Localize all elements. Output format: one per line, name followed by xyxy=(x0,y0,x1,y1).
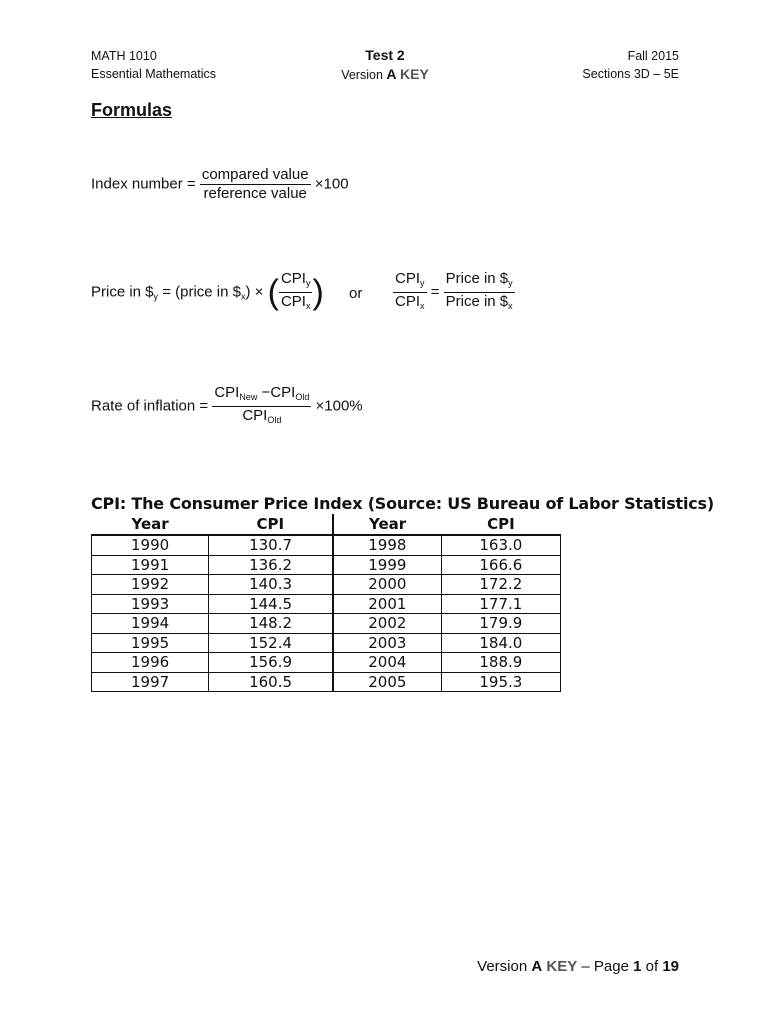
index-eq: = xyxy=(186,175,196,193)
or-label: or xyxy=(349,285,363,302)
inflation-eq: = xyxy=(199,397,209,415)
table-row xyxy=(92,555,561,575)
course-code: MATH 1010 xyxy=(91,49,157,63)
year-cell: 1997 xyxy=(92,672,209,692)
cpi-cell: 195.3 xyxy=(441,672,560,692)
year-cell: 1999 xyxy=(333,555,441,575)
index-number-formula xyxy=(91,166,349,203)
year-cell: 1993 xyxy=(92,594,209,614)
inflation-fraction xyxy=(212,384,311,429)
footer-dash: – Page xyxy=(581,958,629,975)
price-label-c: ) × xyxy=(245,283,264,301)
year-cell: 1995 xyxy=(92,633,209,653)
table-row xyxy=(92,653,561,673)
price-cpi-fraction xyxy=(279,270,313,315)
cpi-table xyxy=(91,514,561,692)
year-cell: 2004 xyxy=(333,653,441,673)
cpi-cell: 179.9 xyxy=(441,614,560,634)
cpi-cell: 156.9 xyxy=(209,653,333,673)
ratio-cpi-numerator: $CPI_y$ xyxy=(395,270,425,288)
ratio-price-fraction xyxy=(444,270,515,315)
year-cell: 2005 xyxy=(333,672,441,692)
table-row xyxy=(92,594,561,614)
price-formula xyxy=(91,270,324,315)
index-label: Index number xyxy=(91,175,183,193)
footer-letter: A xyxy=(531,958,543,975)
cpi-table-header-row xyxy=(92,514,561,535)
course-name: Essential Mathematics xyxy=(91,67,217,81)
year-cell: 2001 xyxy=(333,594,441,614)
version-prefix: Version xyxy=(341,68,383,82)
ratio-eq: = xyxy=(430,283,440,301)
index-fraction xyxy=(200,166,311,203)
cpi-cell: 140.3 xyxy=(209,575,333,595)
inflation-times: ×100% xyxy=(315,397,363,415)
price-ratio-formula xyxy=(393,270,515,315)
table-row xyxy=(92,672,561,692)
ratio-cpi-fraction xyxy=(393,270,427,315)
cpi-cell: 130.7 xyxy=(209,535,333,555)
test-title: Test 2 xyxy=(365,47,405,63)
header-year-2: Year xyxy=(333,514,441,535)
price-label-a-sub: y xyxy=(153,291,159,302)
header-cpi-1: CPI xyxy=(209,514,333,535)
ratio-price-denominator: Price in $\$_x$ xyxy=(444,292,515,315)
cpi-cell: 148.2 xyxy=(209,614,333,634)
cpi-cell: 188.9 xyxy=(441,653,560,673)
cpi-table-title: CPI: The Consumer Price Index (Source: US Bureau of Labor Statistics) xyxy=(91,494,714,513)
inflation-numerator: $CPI_{New} -CPI_{Old}$ xyxy=(214,384,310,402)
cpi-cell: 172.2 xyxy=(441,575,560,595)
cpi-cell: 152.4 xyxy=(209,633,333,653)
year-cell: 1991 xyxy=(92,555,209,575)
price-label-b: = (price in $ xyxy=(158,283,241,301)
version-line xyxy=(285,66,485,83)
sections: Sections 3D – 5E xyxy=(582,67,679,81)
year-cell: 1996 xyxy=(92,653,209,673)
index-denominator: reference value xyxy=(200,184,311,203)
index-times: ×100 xyxy=(314,175,349,193)
footer-of: of xyxy=(645,958,659,975)
formulas-title: Formulas xyxy=(91,100,173,120)
year-cell: 2003 xyxy=(333,633,441,653)
footer-page: 1 xyxy=(633,958,642,975)
table-row xyxy=(92,535,561,555)
year-cell: 2000 xyxy=(333,575,441,595)
right-paren-icon: ) xyxy=(312,273,324,312)
footer-total: 19 xyxy=(662,958,679,975)
left-paren-icon: ( xyxy=(267,273,279,312)
cpi-cell: 163.0 xyxy=(441,535,560,555)
cpi-cell: 136.2 xyxy=(209,555,333,575)
inflation-formula xyxy=(91,384,363,429)
year-cell: 1998 xyxy=(333,535,441,555)
ratio-cpi-denominator: $CPI_x$ xyxy=(393,292,427,315)
inflation-label: Rate of inflation xyxy=(91,397,196,415)
price-cpi-numerator: $CPI_y$ xyxy=(280,270,311,288)
cpi-cell: 166.6 xyxy=(441,555,560,575)
year-cell: 1990 xyxy=(92,535,209,555)
cpi-cell: 184.0 xyxy=(441,633,560,653)
inflation-denominator: $CPI_{Old}$ xyxy=(212,406,311,429)
ratio-price-numerator: Price in $\$_y$ xyxy=(445,270,513,288)
table-row xyxy=(92,633,561,653)
cpi-cell: 177.1 xyxy=(441,594,560,614)
cpi-cell: 160.5 xyxy=(209,672,333,692)
footer-key: KEY xyxy=(546,958,578,975)
version-letter: A xyxy=(386,66,397,82)
year-cell: 1992 xyxy=(92,575,209,595)
price-label-a: Price in $ xyxy=(91,283,154,301)
footer-prefix: Version xyxy=(477,958,528,975)
year-cell: 2002 xyxy=(333,614,441,634)
index-numerator: compared value xyxy=(201,166,309,183)
table-row xyxy=(92,614,561,634)
term: Fall 2015 xyxy=(627,49,679,63)
table-row xyxy=(92,575,561,595)
version-key: KEY xyxy=(400,66,429,82)
header-year-1: Year xyxy=(92,514,209,535)
header-cpi-2: CPI xyxy=(441,514,560,535)
year-cell: 1994 xyxy=(92,614,209,634)
price-cpi-denominator: $CPI_x$ xyxy=(279,292,313,315)
cpi-cell: 144.5 xyxy=(209,594,333,614)
page-footer xyxy=(477,958,679,975)
price-label-b-sub: x xyxy=(241,291,246,302)
